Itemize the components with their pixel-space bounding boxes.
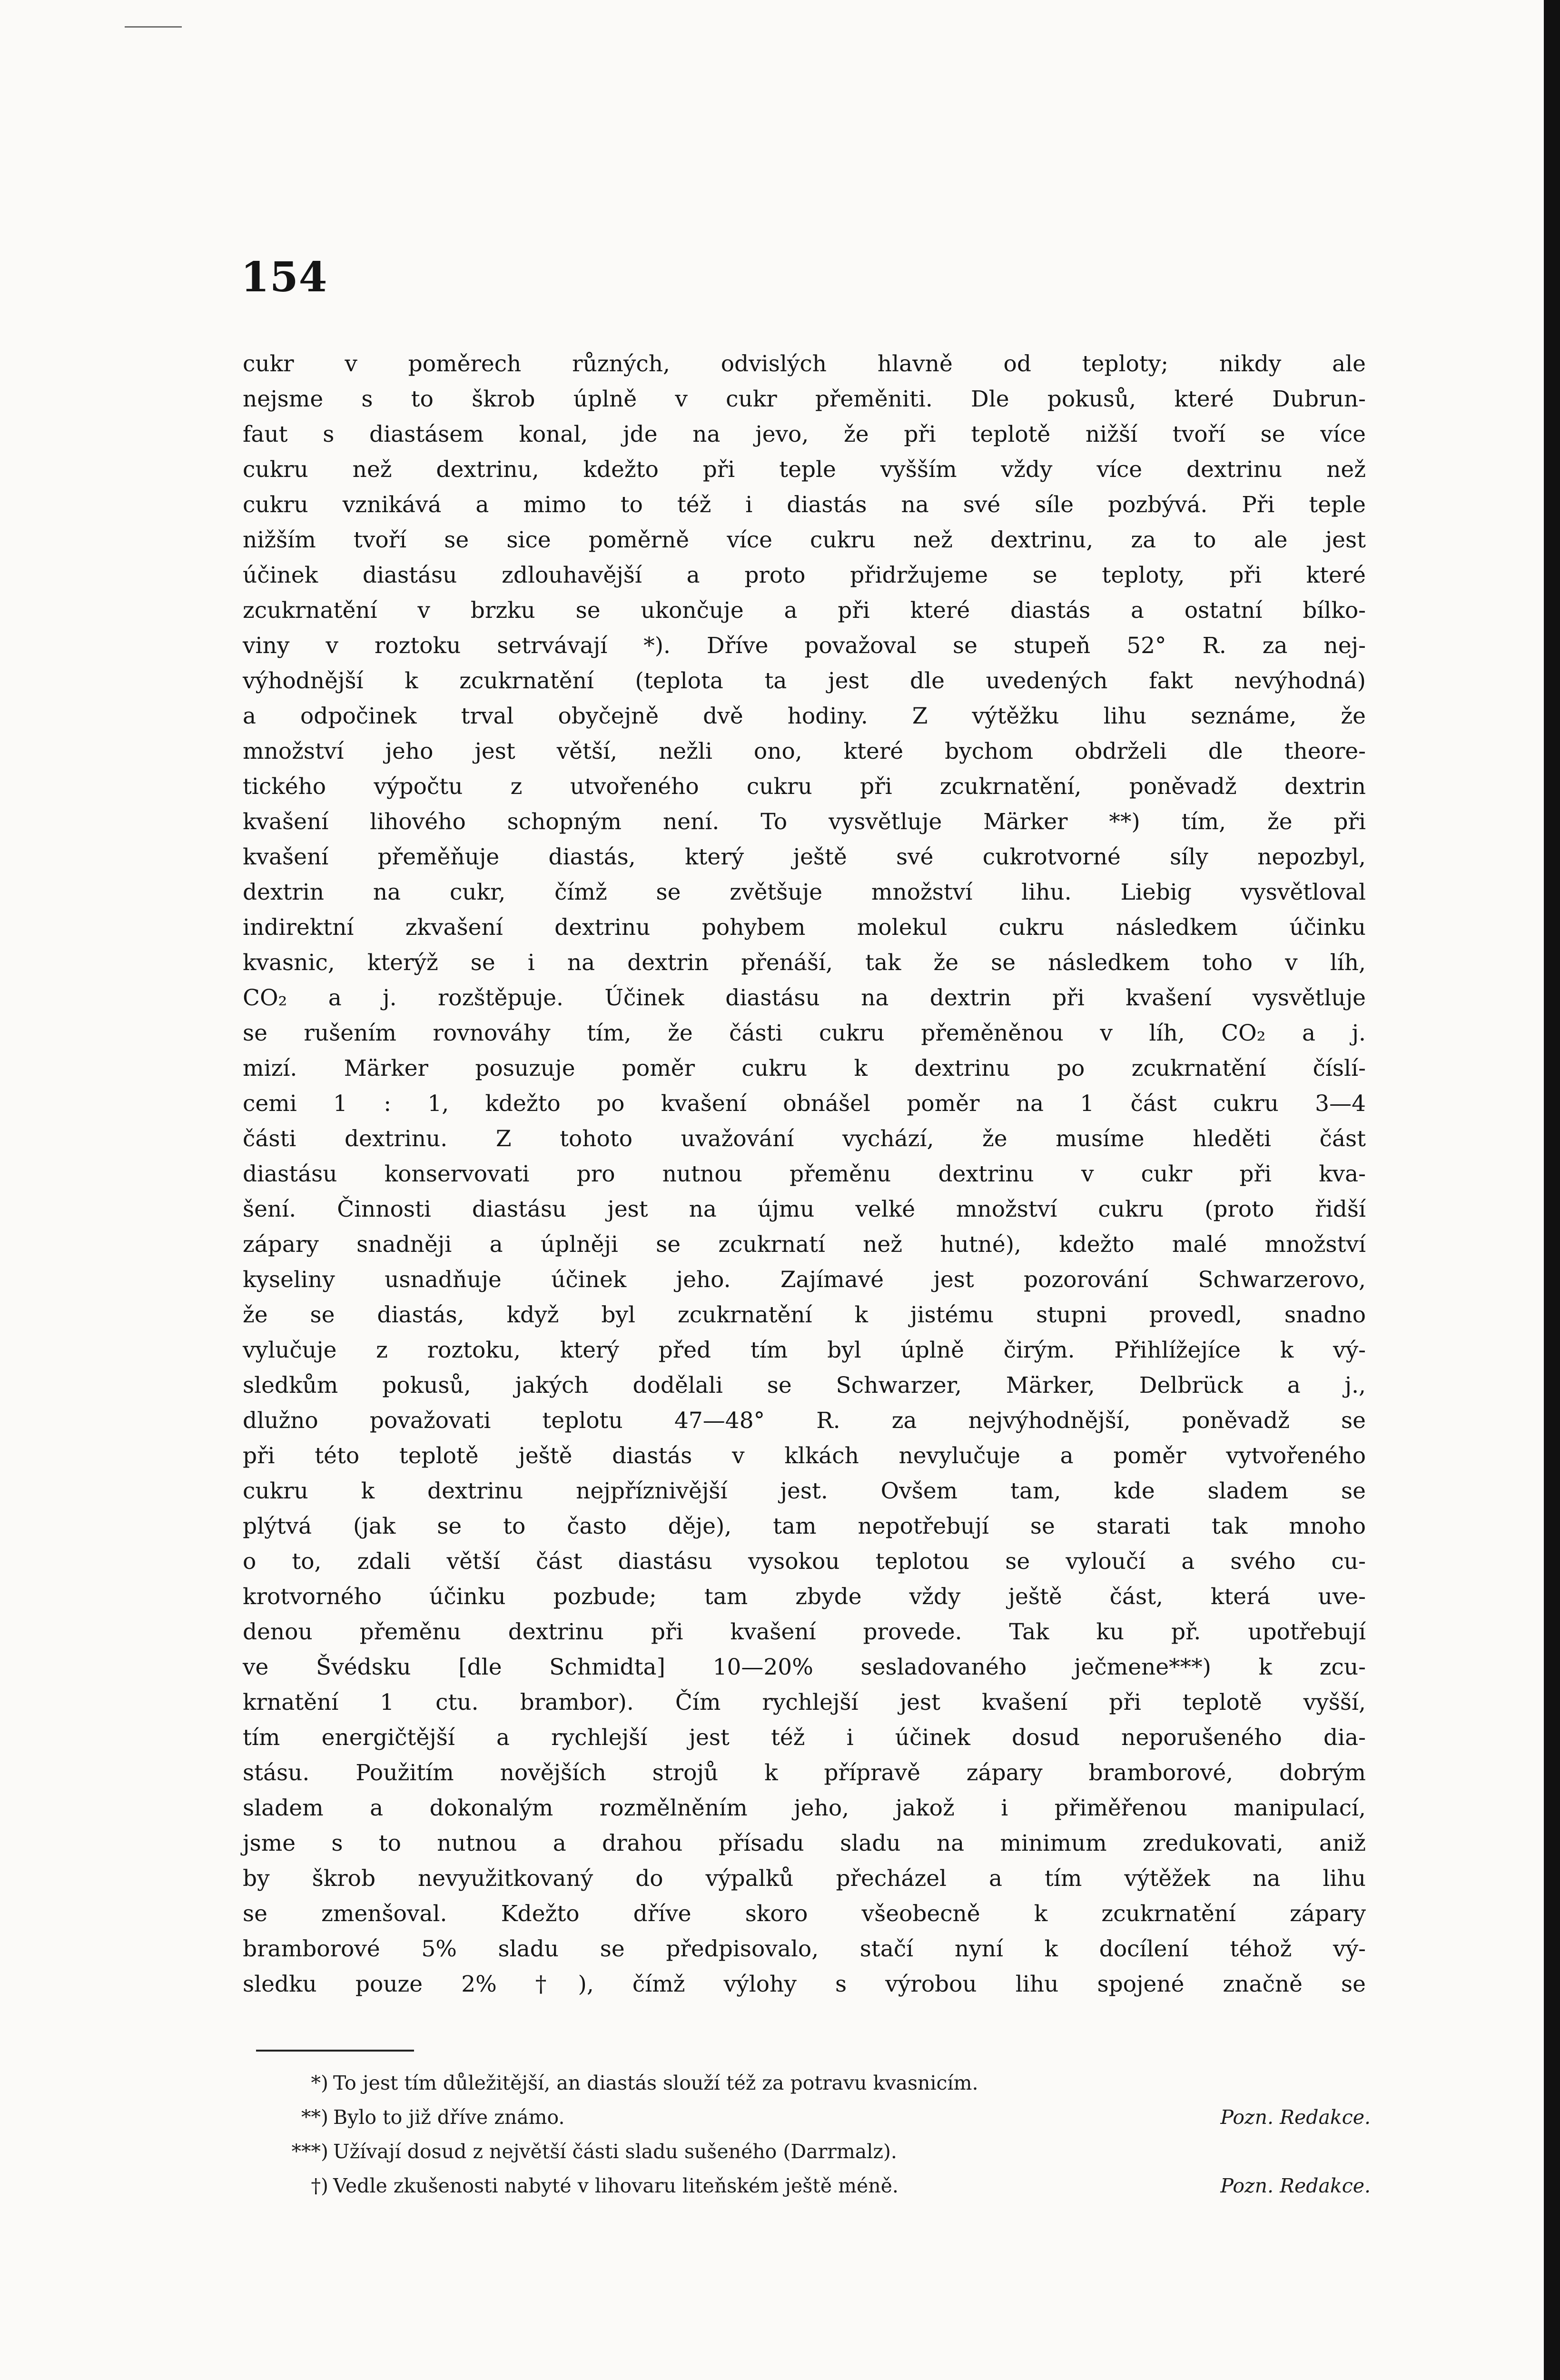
footnote-mark: *) xyxy=(311,2072,328,2094)
text-line: sledkům pokusů, jakých dodělali se Schwarzer, Märker, Delbrück a j., xyxy=(243,1372,1366,1398)
text-line: kvašení přeměňuje diastás, který ještě své cukrotvorné síly nepozbyl, xyxy=(243,844,1366,870)
text-line: že se diastás, když byl zcukrnatění k jistému stupni provedl, snadno xyxy=(243,1302,1366,1328)
text-line: se rušením rovnováhy tím, že části cukru přeměněnou v líh, CO₂ a j. xyxy=(243,1020,1366,1046)
text-line: dlužno považovati teplotu 47—48° R. za nejvýhodnější, poněvadž se xyxy=(243,1408,1366,1434)
footnote xyxy=(267,2169,1371,2203)
text-line: tím energičtější a rychlejší jest též i účinek dosud neporušeného dia- xyxy=(243,1725,1366,1751)
footnote-mark: ***) xyxy=(291,2140,328,2163)
text-line: při této teplotě ještě diastás v klkách nevylučuje a poměr vytvořeného xyxy=(243,1443,1366,1469)
footnote-mark: **) xyxy=(301,2106,328,2129)
text-line: nižším tvoří se sice poměrně více cukru než dextrinu, za to ale jest xyxy=(243,527,1366,553)
text-line: denou přeměnu dextrinu při kvašení provede. Tak ku př. upotřebují xyxy=(243,1619,1366,1645)
text-line: jsme s to nutnou a drahou přísadu sladu na minimum zredukovati, aniž xyxy=(243,1830,1366,1856)
footnote-editor-note: Pozn. Redakce. xyxy=(1220,2174,1371,2197)
text-line: a odpočinek trval obyčejně dvě hodiny. Z výtěžku lihu seznáme, že xyxy=(243,703,1366,729)
text-line: diastásu konservovati pro nutnou přeměnu dextrinu v cukr při kva- xyxy=(243,1161,1366,1187)
text-line: indirektní zkvašení dextrinu pohybem molekul cukru následkem účinku xyxy=(243,914,1366,941)
text-line: zápary snadněji a úplněji se zcukrnatí než hutné), kdežto malé množství xyxy=(243,1231,1366,1258)
text-line: sladem a dokonalým rozmělněním jeho, jakož i přiměřenou manipulací, xyxy=(243,1795,1366,1821)
text-line: plýtvá (jak se to často děje), tam nepotřebují se starati tak mnoho xyxy=(243,1513,1366,1539)
text-line: krnatění 1 ctu. brambor). Čím rychlejší jest kvašení při teplotě vyšší, xyxy=(243,1689,1366,1716)
text-line: kyseliny usnadňuje účinek jeho. Zajímavé jest pozorování Schwarzerovo, xyxy=(243,1267,1366,1293)
text-line: bramborové 5% sladu se předpisovalo, stačí nyní k docílení téhož vý- xyxy=(243,1936,1366,1962)
text-line: se zmenšoval. Kdežto dříve skoro všeobecně k zcukrnatění zápary xyxy=(243,1901,1366,1927)
text-line: šení. Činnosti diastásu jest na újmu velké množství cukru (proto řidší xyxy=(243,1196,1366,1222)
scan-mark xyxy=(125,26,182,28)
footnote-mark: †) xyxy=(311,2174,328,2197)
footnote-text: Užívají dosud z největší části sladu sušeného (Darrmalz). xyxy=(333,2140,897,2163)
footnote-text: To jest tím důležitější, an diastás slouží též za potravu kvasnicím. xyxy=(333,2072,978,2094)
text-line: mizí. Märker posuzuje poměr cukru k dextrinu po zcukrnatění číslí- xyxy=(243,1055,1366,1081)
text-line: viny v roztoku setrvávají *). Dříve považoval se stupeň 52° R. za nej- xyxy=(243,633,1366,659)
page-edge-shadow xyxy=(1544,0,1560,2380)
footnote xyxy=(267,2134,1371,2169)
text-line: vylučuje z roztoku, který před tím byl úplně čirým. Přihlížejíce k vý- xyxy=(243,1337,1366,1363)
text-line: části dextrinu. Z tohoto uvažování vychází, že musíme hleděti část xyxy=(243,1126,1366,1152)
footnote-text: Vedle zkušenosti nabyté v lihovaru liteňském ještě méně. xyxy=(333,2174,898,2197)
text-line: cukru k dextrinu nejpříznivější jest. Ovšem tam, kde sladem se xyxy=(243,1478,1366,1504)
text-line: o to, zdali větší část diastásu vysokou teplotou se vyloučí a svého cu- xyxy=(243,1548,1366,1575)
text-line: zcukrnatění v brzku se ukončuje a při které diastás a ostatní bílko- xyxy=(243,597,1366,624)
text-line: množství jeho jest větší, nežli ono, které bychom obdrželi dle theore- xyxy=(243,738,1366,764)
text-line: účinek diastásu zdlouhavější a proto přidržujeme se teploty, při které xyxy=(243,562,1366,588)
text-line: nejsme s to škrob úplně v cukr přeměniti. Dle pokusů, které Dubrun- xyxy=(243,386,1366,412)
text-line: by škrob nevyužitkovaný do výpalků přecházel a tím výtěžek na lihu xyxy=(243,1865,1366,1892)
text-line: cukru než dextrinu, kdežto při teple vyšším vždy více dextrinu než xyxy=(243,456,1366,483)
text-line: ve Švédsku [dle Schmidta] 10—20% sesladovaného ječmene***) k zcu- xyxy=(243,1654,1366,1680)
text-line: cukru vznikává a mimo to též i diastás na své síle pozbývá. Při teple xyxy=(243,492,1366,518)
text-line: výhodnější k zcukrnatění (teplota ta jest dle uvedených fakt nevýhodná) xyxy=(243,668,1366,694)
text-line: dextrin na cukr, čímž se zvětšuje množství lihu. Liebig vysvětloval xyxy=(243,879,1366,905)
footnote-editor-note: Pozn. Redakce. xyxy=(1220,2106,1371,2129)
page-number: 154 xyxy=(241,253,328,301)
text-line: kvasnic, kterýž se i na dextrin přenáší, tak že se následkem toho v líh, xyxy=(243,950,1366,976)
text-line: faut s diastásem konal, jde na jevo, že při teplotě nižší tvoří se více xyxy=(243,421,1366,447)
text-line: sledku pouze 2% †), čímž výlohy s výrobou lihu spojené značně se xyxy=(243,1971,1366,1997)
footnotes xyxy=(267,2066,1371,2203)
footnote xyxy=(267,2066,1371,2100)
footnote xyxy=(267,2100,1371,2134)
footnote-text: Bylo to již dříve známo. xyxy=(333,2106,565,2129)
text-line: tického výpočtu z utvořeného cukru při zcukrnatění, poněvadž dextrin xyxy=(243,774,1366,800)
text-line: kvašení lihového schopným není. To vysvětluje Märker **) tím, že při xyxy=(243,809,1366,835)
text-line: stásu. Použitím novějších strojů k přípravě zápary bramborové, dobrým xyxy=(243,1760,1366,1786)
text-line: krotvorného účinku pozbude; tam zbyde vždy ještě část, která uve- xyxy=(243,1584,1366,1610)
text-line: CO₂ a j. rozštěpuje. Účinek diastásu na dextrin při kvašení vysvětluje xyxy=(243,985,1366,1011)
text-line: cukr v poměrech různých, odvislých hlavně od teploty; nikdy ale xyxy=(243,351,1366,377)
footnote-separator xyxy=(256,2050,414,2052)
body-text xyxy=(243,347,1366,2002)
text-line: cemi 1 : 1, kdežto po kvašení obnášel poměr na 1 část cukru 3—4 xyxy=(243,1091,1366,1117)
